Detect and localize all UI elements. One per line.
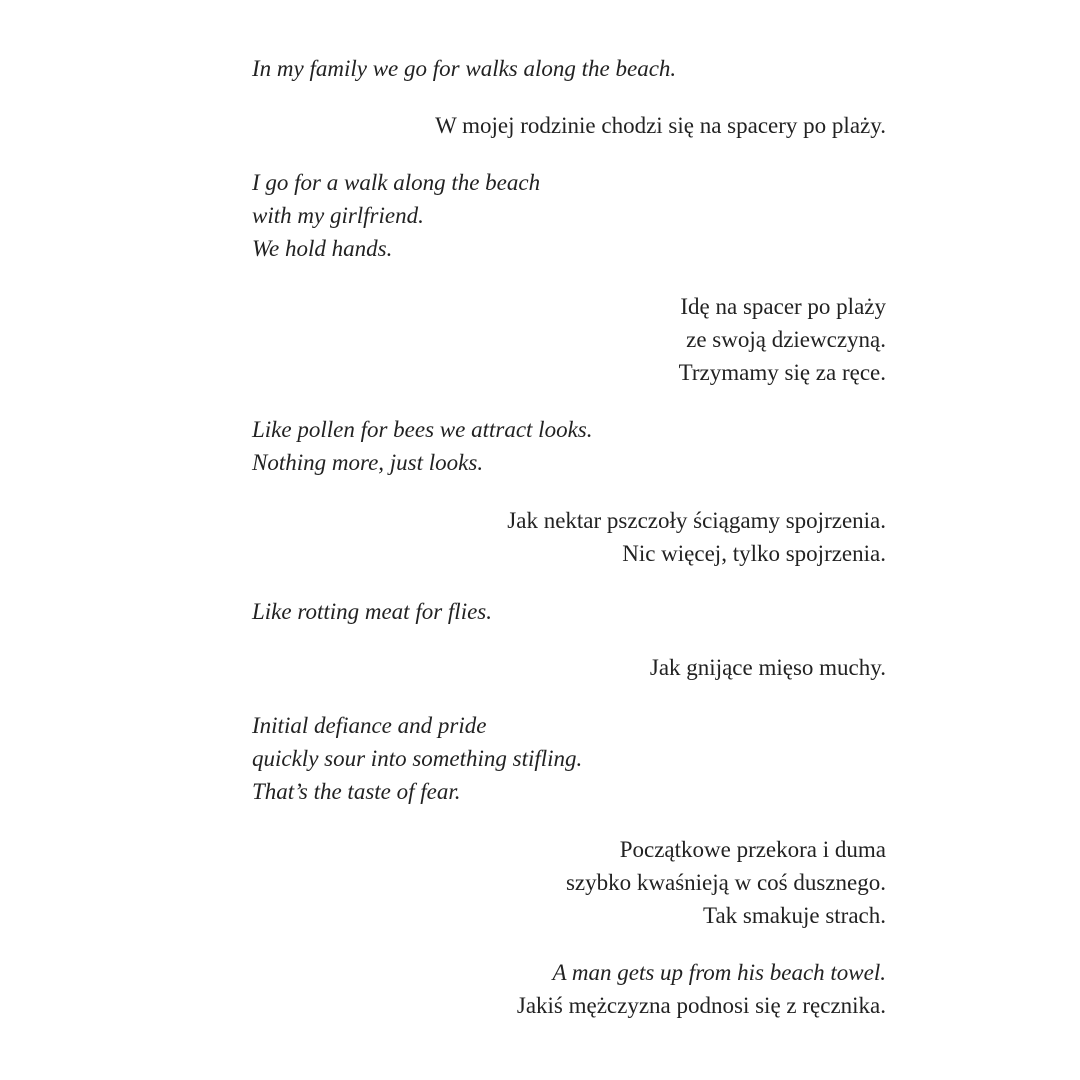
- poem-line: Like rotting meat for flies.: [252, 599, 492, 624]
- stanza-english-3: [252, 413, 886, 479]
- stanza-english-4: [252, 595, 886, 628]
- poem-line: Like pollen for bees we attract looks.: [252, 417, 593, 442]
- poem-line: Idę na spacer po plaży: [680, 294, 886, 319]
- stanza-english-1: [252, 52, 886, 85]
- stanza-polish-2: [252, 290, 886, 389]
- poem-line: Nic więcej, tylko spojrzenia.: [622, 541, 886, 566]
- poem-line: ze swoją dziewczyną.: [686, 327, 886, 352]
- stanza-polish-3: [252, 504, 886, 570]
- poem-page: [252, 0, 886, 1080]
- poem-line: Trzymamy się za ręce.: [678, 360, 886, 385]
- poem-line: In my family we go for walks along the beach.: [252, 56, 677, 81]
- poem-line: Initial defiance and pride: [252, 713, 487, 738]
- poem-line: szybko kwaśnieją w coś dusznego.: [565, 870, 886, 895]
- poem-line: with my girlfriend.: [252, 203, 424, 228]
- poem-line: Jak gnijące mięso muchy.: [649, 655, 886, 680]
- stanza-polish-4: [252, 651, 886, 684]
- stanza-polish-1: [252, 109, 886, 142]
- poem-line: That’s the taste of fear.: [252, 779, 461, 804]
- stanza-closing: [252, 956, 886, 1022]
- stanza-polish-5: [252, 833, 886, 932]
- poem-line: Jak nektar pszczoły ściągamy spojrzenia.: [507, 508, 886, 533]
- poem-line: quickly sour into something stifling.: [252, 746, 583, 771]
- stanza-english-2: [252, 166, 886, 265]
- poem-line: Początkowe przekora i duma: [619, 837, 886, 862]
- poem-line: I go for a walk along the beach: [252, 170, 541, 195]
- poem-line: We hold hands.: [252, 236, 393, 261]
- poem-line: Nothing more, just looks.: [252, 450, 484, 475]
- poem-line-polish: Jakiś mężczyzna podnosi się z ręcznika.: [516, 993, 886, 1018]
- stanza-english-5: [252, 709, 886, 808]
- poem-line-english: A man gets up from his beach towel.: [552, 960, 886, 985]
- poem-line: Tak smakuje strach.: [703, 903, 886, 928]
- poem-line: W mojej rodzinie chodzi się na spacery po plaży.: [435, 113, 886, 138]
